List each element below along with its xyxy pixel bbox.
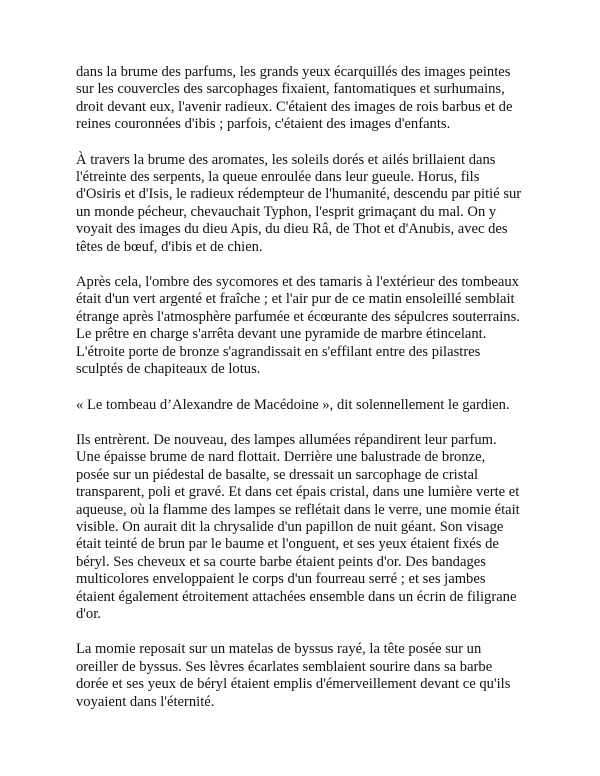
paragraph-6: La momie reposait sur un matelas de byssus rayé, la tête posée sur un oreiller de byssus. Ses lèvres écarlates semblaient sourire dans sa barbe dorée et ses yeux de béryl étaient emplis d'émerveillement devant ce qu'ils voyaient dans l'éternité. <box>76 641 511 710</box>
paragraph-1: dans la brume des parfums, les grands yeux écarquillés des images peintes sur les couvercles des sarcophages fixaient, fantomatiques et surhumains, droit devant eux, l'avenir radieux. C'étaient des images de rois barbus et de reines couronnées d'ibis ; parfois, c'étaient des images d'enfants. <box>76 64 513 133</box>
paragraph-5: Ils entrèrent. De nouveau, des lampes allumées répandirent leur parfum. Une épaisse brume de nard flottait. Derrière une balustrade de bronze, posée sur un piédestal de basalte, se dressait un sarcophage de cristal transparent, poli et gravé. Et dans cet épais cristal, dans une lumière verte et aqueuse, où la flamme des lampes se reflétait dans le verre, une momie était visible. On aurait dit la chrysalide d'un papillon de nuit géant. Son visage était teinté de brun par le baume et l'onguent, et ses yeux étaient fixés de béryl. Ses cheveux et sa courte barbe étaient peints d'or. Des bandages multicolores enveloppaient le corps d'un fourreau serré ; et ses jambes étaient également étroitement attachées ensemble dans un écrin de filigrane d'or. <box>76 431 520 622</box>
document-page <box>76 64 526 729</box>
paragraph-2: À travers la brume des aromates, les soleils dorés et ailés brillaient dans l'étreinte des serpents, la queue enroulée dans leur gueule. Horus, fils d'Osiris et d'Isis, le radieux rédempteur de l'humanité, descendu par pitié sur un monde pécheur, chevauchait Typhon, l'esprit grimaçant du mal. On y voyait des images du dieu Apis, du dieu Râ, de Thot et d'Anubis, avec des têtes de bœuf, d'ibis et de chien. <box>76 151 522 255</box>
paragraph-3: Après cela, l'ombre des sycomores et des tamaris à l'extérieur des tombeaux était d'un vert argenté et fraîche ; et l'air pur de ce matin ensoleillé semblait étrange après l'atmosphère parfumée et écœurante des sépulcres souterrains. Le prêtre en charge s'arrêta devant une pyramide de marbre étincelant. L'étroite porte de bronze s'agrandissait en s'effilant entre des pilastres sculptés de chapiteaux de lotus. <box>76 274 520 378</box>
paragraph-4: « Le tombeau d’Alexandre de Macédoine », dit solennellement le gardien. <box>76 396 510 413</box>
